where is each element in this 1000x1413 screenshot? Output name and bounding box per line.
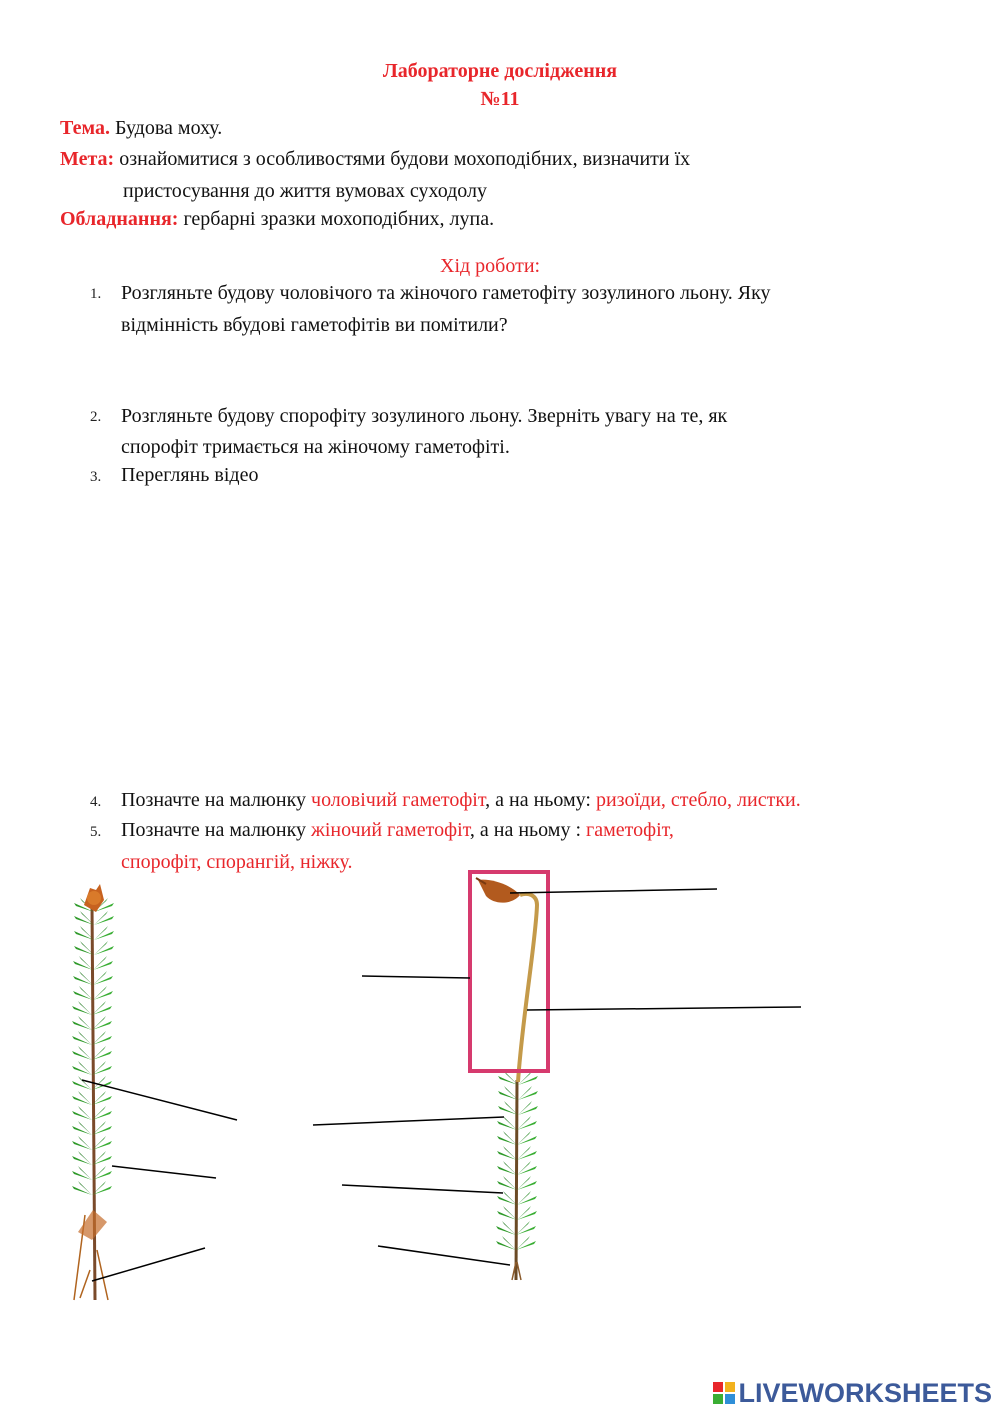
seta (518, 894, 537, 1082)
label-line-male-2 (112, 1166, 216, 1178)
item-5-line-2: спорофіт, спорангій, ніжку. (121, 851, 353, 873)
item-number-2: 2. (90, 409, 102, 425)
label-slot-female-top-left[interactable] (230, 962, 360, 992)
item-5-line-1 (121, 814, 674, 846)
topic-line (60, 117, 222, 140)
label-slot-male-1[interactable] (240, 1106, 312, 1136)
item-2-line-1: Розгляньте будову спорофіту зозулиного льону. Зверніть увагу на те, як (121, 405, 728, 427)
item-4-highlight-1: чоловічий гаметофіт (311, 789, 486, 811)
item-4-line-1 (121, 784, 801, 816)
label-line-female-2 (342, 1185, 503, 1193)
item-5-highlight-1: жіночий гаметофіт (311, 819, 470, 841)
item-number-5: 5. (90, 824, 102, 840)
item-number-3: 3. (90, 469, 102, 485)
label-slot-male-3[interactable] (208, 1234, 370, 1264)
video-area[interactable] (121, 495, 923, 767)
goal-line (60, 148, 690, 171)
brand-name: LIVEWORKSHEETS (738, 1377, 992, 1408)
equipment-line (60, 208, 494, 231)
goal-text-2: пристосування до життя вумовах суходолу (123, 180, 488, 202)
label-line-sporangium (510, 889, 717, 893)
equipment-text: гербарні зразки мохоподібних, лупа. (178, 208, 495, 230)
sporophyte (476, 878, 537, 1082)
item-5-highlight-2: гаметофіт, (586, 819, 674, 841)
item-5-prefix: Позначте на малюнку (121, 819, 312, 841)
item-4-highlight-2: ризоїди, стебло, листки. (595, 789, 801, 811)
goal-text-1: ознайомитися з особливостями будови мохоподібних, визначити їх (114, 148, 691, 170)
item-3-line-1: Переглянь відео (121, 464, 259, 486)
page-title: Лабораторне дослідження (382, 60, 618, 82)
liveworksheets-logo (713, 1378, 992, 1408)
label-slot-seta[interactable] (805, 993, 987, 1023)
label-line-seta (527, 1007, 801, 1010)
label-slot-male-2[interactable] (220, 1164, 332, 1194)
moss-illustration (0, 860, 1000, 1320)
procedure-heading: Хід роботи: (440, 255, 541, 277)
item-4-prefix: Позначте на малюнку (121, 789, 312, 811)
label-line-male-3 (92, 1248, 205, 1281)
item-2-line-2: спорофіт тримається на жіночому гаметофіті. (121, 436, 510, 458)
label-line-female-left-top (362, 976, 470, 978)
label-line-female-1 (313, 1117, 504, 1125)
item-4-middle: , а на ньому: (485, 789, 596, 811)
item-1-line-2: відмінність вбудові гаметофітів ви помітили? (121, 314, 508, 336)
answer-area-1[interactable] (121, 345, 923, 397)
topic-text: Будова моху. (109, 117, 223, 139)
label-line-female-3 (378, 1246, 510, 1265)
female-gametophyte (496, 1071, 538, 1280)
male-gametophyte (72, 884, 114, 1300)
equipment-label: Обладнання: (60, 208, 179, 230)
liveworksheets-mark-icon (713, 1382, 735, 1404)
goal-label: Мета: (60, 148, 115, 170)
item-number-4: 4. (90, 794, 102, 810)
item-5-middle: , а на ньому : (469, 819, 587, 841)
item-1-line-1: Розгляньте будову чоловічого та жіночого гаметофіту зозулиного льону. Яку (121, 282, 771, 304)
label-slot-sporangium[interactable] (720, 875, 922, 905)
topic-label: Тема. (60, 117, 110, 139)
item-number-1: 1. (90, 286, 102, 302)
lab-number: №11 (480, 88, 520, 110)
